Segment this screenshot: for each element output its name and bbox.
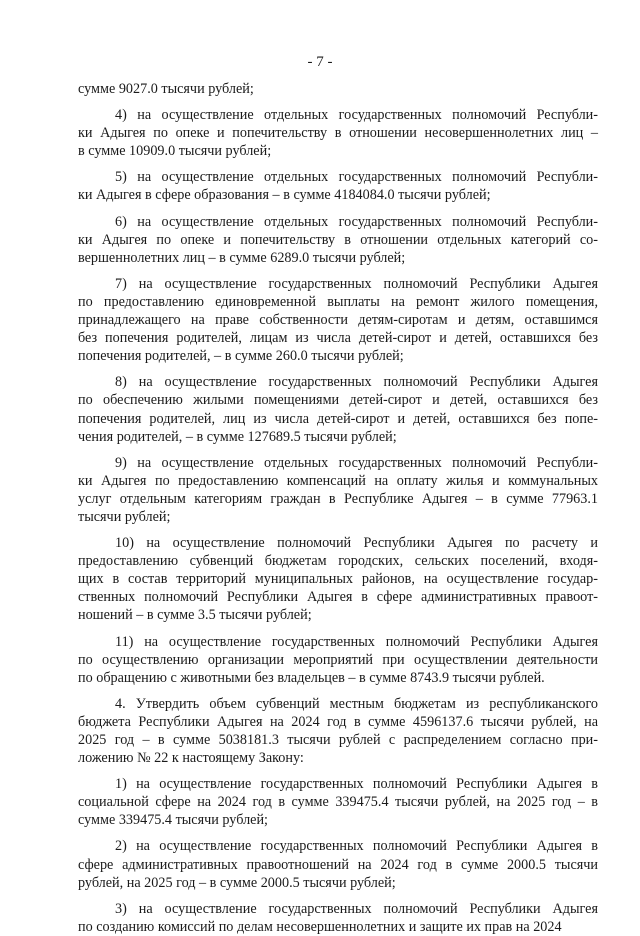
paragraph <box>78 168 598 204</box>
paragraph-gap <box>78 205 598 213</box>
paragraph <box>78 213 598 267</box>
paragraph-gap <box>78 625 598 633</box>
text-line: ки Адыгея по опеке и попечительству в отношении отдельных категорий со- <box>78 231 598 248</box>
paragraph-gap <box>78 892 598 900</box>
text-line: 2) на осуществление государственных полномочий Республики Адыгея в <box>115 838 598 855</box>
text-line: 8) на осуществление государственных полномочий Республики Адыгея <box>115 374 598 391</box>
paragraph-gap <box>78 98 598 106</box>
text-line: тысячи рублей; <box>78 508 171 525</box>
text-line: 3) на осуществление государственных полномочий Республики Адыгея <box>115 900 598 917</box>
paragraph-gap <box>78 160 598 168</box>
text-line: ношений – в сумме 3.5 тысячи рублей; <box>78 607 312 624</box>
paragraph <box>78 900 598 936</box>
text-line: сумме 339475.4 тысячи рублей; <box>78 812 268 829</box>
text-line: 9) на осуществление отдельных государственных полномочий Республи- <box>115 454 598 471</box>
text-line: сумме 9027.0 тысячи рублей; <box>78 81 254 97</box>
text-line: услуг отдельным категориям граждан в Республике Адыгея – в сумме 77963.1 <box>78 490 598 507</box>
document-body <box>78 80 598 936</box>
text-line: 6) на осуществление отдельных государственных полномочий Республи- <box>115 213 598 230</box>
paragraph-gap <box>78 267 598 275</box>
paragraph <box>78 775 598 829</box>
text-line: щих в состав территорий муниципальных районов, на осуществление государ- <box>78 571 598 588</box>
text-line: сфере административных правоотношений на 2024 год в сумме 2000.5 тысячи <box>78 856 598 873</box>
text-line: вершеннолетних лиц – в сумме 6289.0 тысячи рублей; <box>78 249 406 266</box>
text-line: 4) на осуществление отдельных государственных полномочий Республи- <box>115 107 598 124</box>
text-line: попечения родителей, – в сумме 260.0 тысячи рублей; <box>78 348 404 365</box>
paragraph-gap <box>78 829 598 837</box>
text-line: ственных полномочий Республики Адыгея в сфере административных правоот- <box>78 589 598 606</box>
paragraph <box>78 106 598 160</box>
text-line: в сумме 10909.0 тысячи рублей; <box>78 143 272 160</box>
text-line: ложению № 22 к настоящему Закону: <box>78 750 304 767</box>
paragraph <box>78 275 598 365</box>
paragraph-gap <box>78 767 598 775</box>
text-line: по предоставлению единовременной выплаты на ремонт жилого помещения, <box>78 293 598 310</box>
paragraph <box>78 633 598 687</box>
paragraph-gap <box>78 365 598 373</box>
text-line: 7) на осуществление государственных полномочий Республики Адыгея <box>115 275 598 292</box>
text-line: попечения родителей, лиц из числа детей-сирот и детей, оставшихся без попе- <box>78 410 598 427</box>
paragraph <box>78 373 598 445</box>
text-line: предоставлению субвенций бюджетам городских, сельских поселений, входя- <box>78 553 598 570</box>
page-number: - 7 - <box>307 54 333 70</box>
text-line: 1) на осуществление государственных полномочий Республики Адыгея в <box>115 776 598 793</box>
paragraph-gap <box>78 446 598 454</box>
paragraph-gap <box>78 687 598 695</box>
text-line: 11) на осуществление государственных полномочий Республики Адыгея <box>115 633 598 650</box>
paragraph <box>78 80 598 98</box>
paragraph <box>78 454 598 526</box>
text-line: без попечения родителей, лицам из числа детей-сирот и детей, оставшихся без <box>78 330 598 347</box>
text-line: бюджета Республики Адыгея на 2024 год в сумме 4596137.6 тысячи рублей, на <box>78 713 598 730</box>
text-line: ки Адыгея в сфере образования – в сумме 4184084.0 тысячи рублей; <box>78 187 491 204</box>
paragraph <box>78 534 598 624</box>
text-line: принадлежащего на праве собственности детям-сиротам и детям, оставшимся <box>78 312 598 329</box>
text-line: рублей, на 2025 год – в сумме 2000.5 тысячи рублей; <box>78 874 396 891</box>
text-line: 5) на осуществление отдельных государственных полномочий Республи- <box>115 169 598 186</box>
text-line: 4. Утвердить объем субвенций местным бюджетам из республиканского <box>115 695 598 712</box>
text-line: по обращению с животными без владельцев – в сумме 8743.9 тысячи рублей. <box>78 669 545 686</box>
text-line: по осуществлению организации мероприятий при осуществлении деятельности <box>78 651 598 668</box>
text-line: чения родителей, – в сумме 127689.5 тысячи рублей; <box>78 428 397 445</box>
paragraph <box>78 695 598 767</box>
text-line: по обеспечению жилыми помещениями детей-сирот и детей, оставшихся без <box>78 392 598 409</box>
paragraph <box>78 837 598 891</box>
text-line: ки Адыгея по предоставлению компенсаций на оплату жилья и коммунальных <box>78 472 598 489</box>
text-line: по созданию комиссий по делам несовершеннолетних и защите их прав на 2024 <box>78 918 562 935</box>
text-line: социальной сфере на 2024 год в сумме 339475.4 тысячи рублей, на 2025 год – в <box>78 794 598 811</box>
text-line: 10) на осуществление полномочий Республики Адыгея по расчету и <box>115 535 598 552</box>
text-line: ки Адыгея по опеке и попечительству в отношении несовершеннолетних лиц – <box>78 125 598 142</box>
text-line: 2025 год – в сумме 5038181.3 тысячи рублей с распределением согласно при- <box>78 732 598 748</box>
paragraph-gap <box>78 526 598 534</box>
